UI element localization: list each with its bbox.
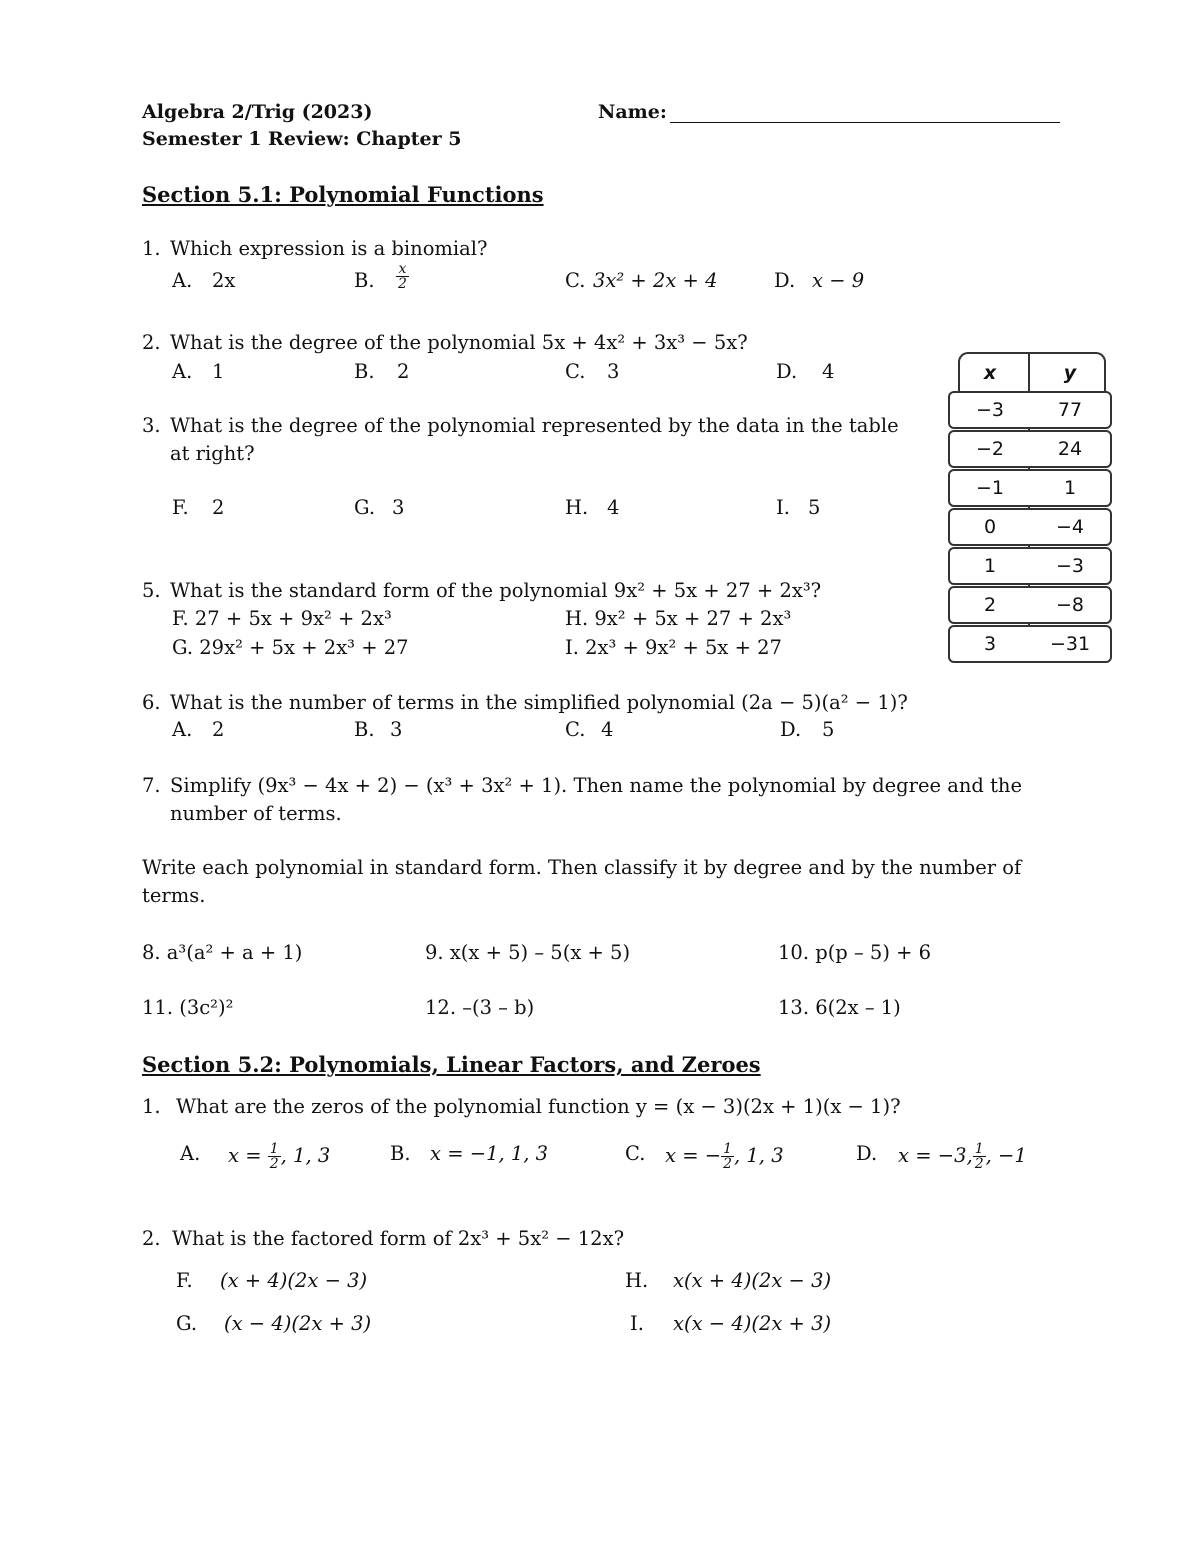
s2-q1-a-num: 1: [269, 1141, 279, 1157]
s2-q1-number: 1.: [142, 1095, 161, 1118]
q3-i: 5: [808, 496, 821, 519]
table-row: [948, 586, 1112, 624]
table-cell-y: −31: [1049, 633, 1091, 655]
q3-h-label: H.: [565, 496, 589, 519]
review-title: Semester 1 Review: Chapter 5: [142, 128, 462, 150]
table-cell-x: 1: [983, 555, 997, 577]
s2-q2-f: (x + 4)(2x − 3): [220, 1269, 368, 1292]
table-cell-x: −1: [975, 477, 1004, 499]
q2-number: 2.: [142, 331, 161, 354]
s2-q1-d-pre: x = −3,: [898, 1144, 973, 1167]
s2-q1-a-den: 2: [269, 1156, 279, 1172]
q2-b-label: B.: [354, 360, 375, 383]
q3-text-line1: What is the degree of the polynomial represented by the data in the table: [170, 414, 899, 437]
q6-c-label: C.: [565, 718, 586, 741]
problem-13: 13. 6(2x – 1): [778, 996, 901, 1019]
q6-a: 2: [212, 718, 225, 741]
q1-a-label: A.: [172, 269, 193, 292]
q6-c: 4: [601, 718, 614, 741]
q5-g: G. 29x² + 5x + 2x³ + 27: [172, 636, 409, 659]
section-5-2-title: Section 5.2: Polynomials, Linear Factors, and Zeroes: [142, 1052, 761, 1077]
s2-q1-d-post: , −1: [985, 1144, 1027, 1167]
q5-f: F. 27 + 5x + 9x² + 2x³: [172, 607, 392, 630]
s2-q1-d-num: 1: [974, 1141, 984, 1157]
q2-d-label: D.: [776, 360, 798, 383]
problem-10: 10. p(p – 5) + 6: [778, 941, 932, 964]
q2-c: 3: [607, 360, 620, 383]
s2-q2-number: 2.: [142, 1227, 161, 1250]
table-cell-x: −2: [975, 438, 1004, 460]
s2-q1-c-label: C.: [625, 1142, 646, 1165]
table-cell-x: 0: [983, 516, 997, 538]
s2-q2-g-label: G.: [176, 1312, 198, 1335]
q1-c: 3x² + 2x + 4: [593, 269, 718, 292]
q6-d: 5: [822, 718, 835, 741]
table-cell-y: −3: [1055, 555, 1084, 577]
s2-q1-c-post: , 1, 3: [734, 1144, 784, 1167]
instructions-line1: Write each polynomial in standard form. Then classify it by degree and by the number of: [142, 856, 1022, 879]
table-cell-y: 1: [1063, 477, 1077, 499]
q5-text: What is the standard form of the polynomial 9x² + 5x + 27 + 2x³?: [170, 579, 822, 602]
table-cell-y: −8: [1055, 594, 1084, 616]
q3-g: 3: [392, 496, 405, 519]
s2-q1-b-label: B.: [390, 1142, 411, 1165]
q7-number: 7.: [142, 774, 161, 797]
q1-b-num: x: [396, 262, 409, 277]
q3-text-line2: at right?: [170, 442, 255, 465]
q2-d: 4: [822, 360, 835, 383]
table-head-y: y: [1063, 362, 1077, 384]
instructions-line2: terms.: [142, 884, 206, 907]
s2-q1-c-num: 1: [723, 1141, 732, 1157]
table-row: [948, 625, 1112, 663]
q1-d-label: D.: [774, 269, 796, 292]
q2-a-label: A.: [172, 360, 193, 383]
q3-h: 4: [607, 496, 620, 519]
table-row: [948, 508, 1112, 546]
q3-g-label: G.: [354, 496, 376, 519]
s2-q1-a: [228, 1142, 330, 1171]
q1-number: 1.: [142, 237, 161, 260]
s2-q2-h: x(x + 4)(2x − 3): [673, 1269, 832, 1292]
q2-b: 2: [397, 360, 410, 383]
s2-q2-i: x(x − 4)(2x + 3): [673, 1312, 832, 1335]
table-row: [948, 391, 1112, 429]
q7-text-line1: Simplify (9x³ − 4x + 2) − (x³ + 3x² + 1). Then name the polynomial by degree and the: [170, 774, 1023, 797]
q5-number: 5.: [142, 579, 161, 602]
q3-i-label: I.: [776, 496, 790, 519]
q5-h: H. 9x² + 5x + 27 + 2x³: [565, 607, 792, 630]
s2-q1-c-den: 2: [723, 1156, 732, 1172]
s2-q2-h-label: H.: [625, 1269, 649, 1292]
problem-8: 8. a³(a² + a + 1): [142, 941, 303, 964]
q2-text: What is the degree of the polynomial 5x + 4x² + 3x³ − 5x?: [170, 331, 748, 354]
s2-q2-text: What is the factored form of 2x³ + 5x² − 12x?: [172, 1227, 625, 1250]
s2-q2-i-label: I.: [630, 1312, 644, 1335]
problem-12: 12. –(3 – b): [425, 996, 535, 1019]
s2-q1-text: What are the zeros of the polynomial function y = (x − 3)(2x + 1)(x − 1)?: [176, 1095, 901, 1118]
q6-text: What is the number of terms in the simplified polynomial (2a − 5)(a² − 1)?: [170, 691, 908, 714]
problem-9: 9. x(x + 5) – 5(x + 5): [425, 941, 631, 964]
q6-b: 3: [390, 718, 403, 741]
s2-q2-f-label: F.: [176, 1269, 193, 1292]
q6-a-label: A.: [172, 718, 193, 741]
table-cell-x: −3: [975, 399, 1004, 421]
problem-11: 11. (3c²)²: [142, 996, 234, 1019]
table-cell-y: −4: [1055, 516, 1084, 538]
s2-q2-g: (x − 4)(2x + 3): [224, 1312, 372, 1335]
s2-q1-d: [898, 1142, 1027, 1171]
s2-q1-a-pre: x =: [228, 1144, 262, 1167]
name-line: [670, 122, 1060, 123]
q1-c-label: C.: [565, 269, 586, 292]
s2-q1-b: x = −1, 1, 3: [430, 1142, 549, 1165]
q6-b-label: B.: [354, 718, 375, 741]
section-5-1-title: Section 5.1: Polynomial Functions: [142, 182, 544, 207]
table-row: [948, 469, 1112, 507]
q3-number: 3.: [142, 414, 161, 437]
q6-d-label: D.: [780, 718, 802, 741]
q6-number: 6.: [142, 691, 161, 714]
s2-q1-d-label: D.: [856, 1142, 878, 1165]
table-cell-y: 77: [1057, 399, 1083, 421]
table-header: [958, 352, 1106, 392]
s2-q1-a-label: A.: [180, 1142, 201, 1165]
course-title: Algebra 2/Trig (2023): [142, 101, 373, 123]
q1-a: 2x: [212, 269, 236, 292]
s2-q1-a-post: , 1, 3: [280, 1144, 331, 1167]
s2-q1-c: [665, 1142, 784, 1171]
s2-q1-c-pre: x = −: [665, 1144, 722, 1167]
table-cell-x: 3: [983, 633, 997, 655]
table-row: [948, 547, 1112, 585]
q7-text-line2: number of terms.: [170, 802, 342, 825]
table-cell-y: 24: [1057, 438, 1083, 460]
q5-i: I. 2x³ + 9x² + 5x + 27: [565, 636, 782, 659]
q1-b-label: B.: [354, 269, 375, 292]
q3-f: 2: [212, 496, 225, 519]
q1-b-den: 2: [398, 276, 407, 292]
table-cell-x: 2: [983, 594, 997, 616]
q1-b-fraction: [396, 262, 409, 291]
name-label: Name:: [598, 101, 667, 123]
q2-a: 1: [212, 360, 225, 383]
s2-q1-d-den: 2: [974, 1156, 984, 1172]
q3-f-label: F.: [172, 496, 189, 519]
q1-d: x − 9: [812, 269, 865, 292]
table-head-x: x: [983, 362, 997, 384]
table-row: [948, 430, 1112, 468]
q1-text: Which expression is a binomial?: [170, 237, 488, 260]
q2-c-label: C.: [565, 360, 586, 383]
